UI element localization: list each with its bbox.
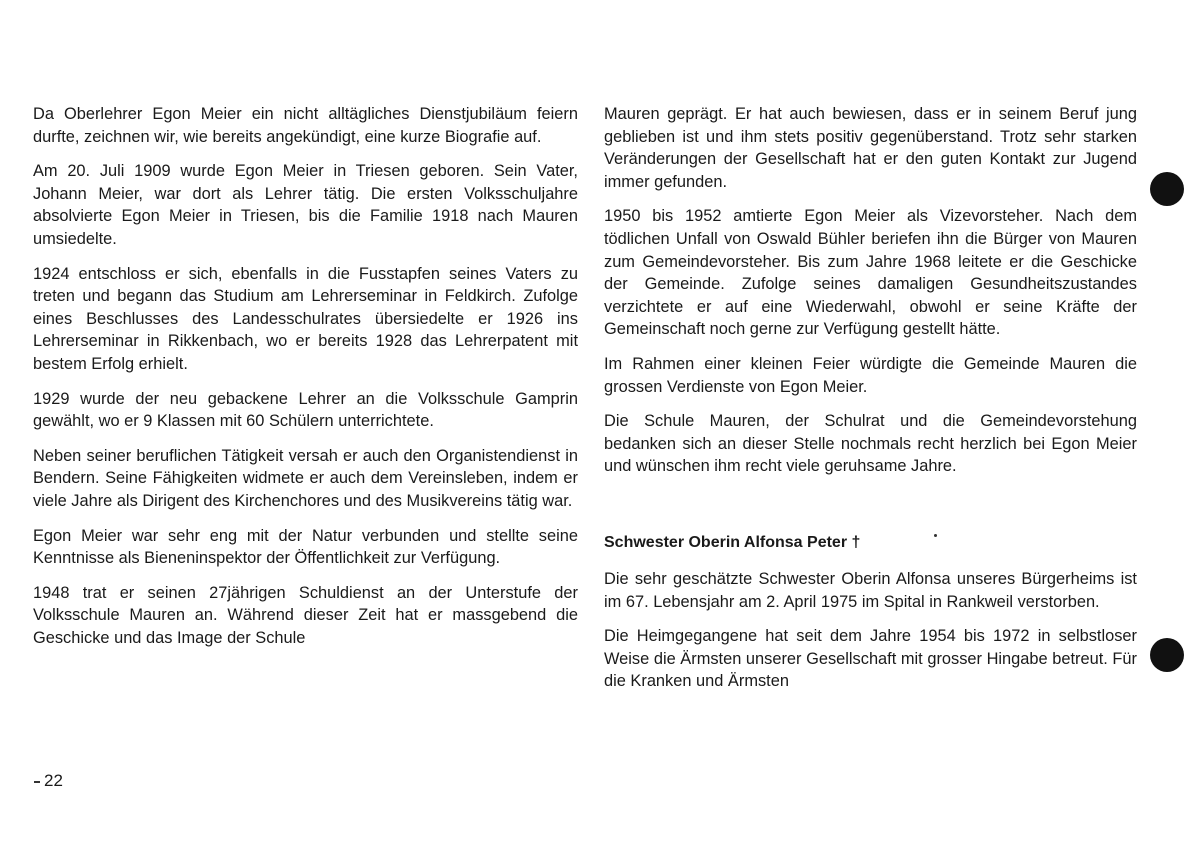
paragraph-education: 1924 entschloss er sich, ebenfalls in die Fusstapfen seines Vaters zu treten und begann das Studium am Lehrerseminar in Feldkirch. Zufolge eines Beschlusses des Landesschulrates übersiedelte er 1926 ins Lehrerseminar in Rikkenbach, wo er bereits 1928 das Lehrerpatent mit bestem Erfolg erhielt.: [33, 264, 578, 373]
paragraph-continuation: Mauren geprägt. Er hat auch bewiesen, dass er in seinem Beruf jung geblieben ist und ihm stets positiv gegenüberstand. Trotz sehr starken Veränderungen der Gesellschaft hat er den guten Kontakt zur Jugend immer gefunden.: [604, 105, 1137, 191]
paragraph-organist: Neben seiner beruflichen Tätigkeit versah er auch den Organistendienst in Bendern. Seine Fähigkeiten widmete er auch dem Vereinsleben, indem er viele Jahre als Dirigent des Kirchenchores und des Musikvereins tätig war.: [33, 446, 578, 510]
paragraph-obituary-death: Die sehr geschätzte Schwester Oberin Alfonsa unseres Bürgerheims ist im 67. Lebensjahr am 2. April 1975 im Spital in Rankweil verstorben.: [604, 569, 1137, 611]
page-number: [34, 770, 63, 792]
paragraph-intro: Da Oberlehrer Egon Meier ein nicht alltägliches Dienstjubiläum feiern durfte, zeichnen wir, wie bereits angekündigt, eine kurze Biografie auf.: [33, 105, 578, 146]
binding-hole-mark-top: [1150, 172, 1184, 206]
paragraph-birth: Am 20. Juli 1909 wurde Egon Meier in Triesen geboren. Sein Vater, Johann Meier, war dort als Lehrer tätig. Die ersten Volksschuljahre absolvierte Egon Meier in Triesen, bis die Familie 1918 nach Mauren umsiedelte.: [33, 162, 578, 248]
page-number-tick: [34, 781, 40, 783]
left-column: [33, 103, 578, 661]
paragraph-nature: Egon Meier war sehr eng mit der Natur verbunden und stellte seine Kenntnisse als Bieneninspektor der Öffentlichkeit zur Verfügung.: [33, 526, 578, 568]
paragraph-gamprin: 1929 wurde der neu gebackene Lehrer an die Volksschule Gamprin gewählt, wo er 9 Klassen mit 60 Schülern unterrichtete.: [33, 389, 578, 431]
paragraph-mauren-school: 1948 trat er seinen 27jährigen Schuldienst an der Unterstufe der Volksschule Mauren an. Während dieser Zeit hat er massgebend die Geschicke und das Image der Schule: [33, 583, 578, 647]
obituary-heading: Schwester Oberin Alfonsa Peter †: [604, 533, 861, 551]
paragraph-vizevorsteher: 1950 bis 1952 amtierte Egon Meier als Vizevorsteher. Nach dem tödlichen Unfall von Oswald Bühler beriefen ihn die Bürger von Mauren zum Gemeindevorsteher. Bis zum Jahre 1968 leitete er die Geschicke der Gemeinde. Zufolge seines damaligen Gesundheitszustandes verzichtete er auf eine Wiederwahl, obwohl er seine Kräfte der Gemeinschaft noch gerne zur Verfügung gestellt hätte.: [604, 207, 1137, 339]
section-gap: [604, 490, 1137, 532]
paragraph-dank: Die Schule Mauren, der Schulrat und die Gemeindevorstehung bedanken sich an dieser Stelle nochmals recht herzlich bei Egon Meier und wünschen ihm recht viele geruhsame Jahre.: [604, 412, 1137, 476]
binding-hole-mark-bottom: [1150, 638, 1184, 672]
page-number-value: 22: [44, 771, 63, 790]
right-column: [604, 103, 1137, 705]
paragraph-obituary-service: Die Heimgegangene hat seit dem Jahre 1954 bis 1972 in selbstloser Weise die Ärmsten unserer Gesellschaft mit grosser Hingabe betreut. Für die Kranken und Ärmsten: [604, 627, 1137, 691]
paragraph-feier: Im Rahmen einer kleinen Feier würdigte die Gemeinde Mauren die grossen Verdienste von Egon Meier.: [604, 354, 1137, 396]
print-speck: [934, 534, 937, 537]
